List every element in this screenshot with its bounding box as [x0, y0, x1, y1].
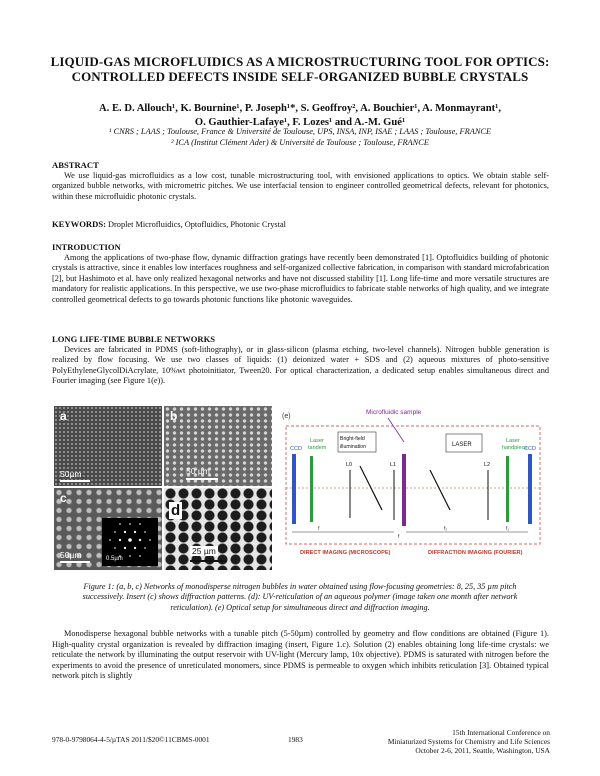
keywords-label: KEYWORDS:: [52, 219, 106, 229]
results-paragraph: Monodisperse hexagonal bubble networks with a tunable pitch (5-50µm) controlled by geometry and flow conditions are obtained (Figure 1). High-quality crystal organization is revealed by diffraction imaging (insert, Figure 1.c). Solution (2) enables obtaining long life-time crystals: we reticulate the network by illuminating the output reservoir with UV-light (Mercury lamp, 10x objective). PDMS is saturated with nitrogen before the experiments to avoid the presence of unreticulated monomers, since PDMS is permeable to oxygen which inhibits reticulation [3]. Obtained typical network pitch is slightly: [52, 629, 549, 681]
section2-text: Devices are fabricated in PDMS (soft-lithography), or in glass-silicon (plasma etching, two-level channels). Nitrogen bubble generation is realized by flow focusing. We use two classes of liquids: (1) deionized water + SDS and (2) aqueous mixtures of photo-sensitive PolyEthyleneGlycolDiAcrylate, 10%wt photoinitiator, Tween20. For optical characterization, a dedicated setup enables simultaneous direct and Fourier imaging (see Figure 1(e)).: [52, 344, 549, 386]
laser-right-label: Laser: [506, 438, 520, 444]
microfluidic-sample: [402, 454, 406, 526]
abstract-section: [52, 160, 549, 202]
laser-right-label-2: handpiece: [502, 445, 528, 451]
affiliation-1: ¹ CNRS ; LAAS ; Toulouse, France & Université de Toulouse, UPS, INSA, INP, ISAE ; LAAS ; Toulouse, FRANCE: [108, 127, 492, 136]
conference-info: [360, 728, 550, 755]
lens-l1-label: L1: [390, 462, 397, 468]
conference-line-1: 15th International Conference on: [452, 728, 550, 737]
ccd-right-label: CCD: [524, 446, 536, 452]
introduction-text: Among the applications of two-phase flow, dynamic diffraction gratings have recently been demonstrated [1]. Optofluidics building of photonic crystals is attractive, since it enables low interfaces roughness and self-organized collective fabrication, in comparison with standard microfabrication [2], but Hashimoto et al. have only realized hexagonal networks and have not discussed stability [1]. Long life-time and more versatile structures are mandatory for realistic applications. In this perspective, we use two-phase microfluidics to fabricate stable networks of high quality, and we integrate controlled geometrical defects to go towards photonic functions like photonic waveguides.: [52, 252, 549, 304]
left-green-element: [310, 456, 313, 522]
panel-b-label: b: [170, 409, 178, 423]
scale-b-label: 50 µm: [186, 466, 210, 476]
f-left-label: f: [318, 526, 320, 532]
scale-c-label: 50µm: [60, 550, 82, 560]
laser-label: LASER: [452, 442, 472, 448]
conference-line-2: Miniaturized Systems for Chemistry and Life Sciences: [387, 737, 550, 746]
laser-left-label: Laser: [310, 438, 324, 444]
f1-label: f₁: [506, 526, 510, 532]
laser-left-label-2: tandem: [308, 445, 327, 451]
optical-setup-diagram: [278, 406, 548, 572]
bubble-networks-section: [52, 334, 549, 387]
panel-a-label: a: [60, 409, 67, 423]
scale-inset-label: 0.5µm: [106, 556, 123, 562]
scale-bar-a: [60, 480, 90, 482]
conference-line-3: October 2-6, 2011, Seattle, Washington, USA: [415, 746, 550, 755]
keywords-text: Droplet Microfluidics, Optofluidics, Photonic Crystal: [108, 220, 286, 229]
affiliations: [40, 126, 560, 148]
ccd-left-label: CCD: [290, 446, 302, 452]
f-mid-label: f: [398, 534, 400, 540]
right-green-element: [506, 456, 509, 522]
ccd-right-detector: [528, 454, 532, 524]
ccd-left-detector: [292, 454, 296, 524]
brightfield-label-2: illumination: [340, 444, 366, 450]
figure-1-caption: Figure 1: (a, b, c) Networks of monodisperse nitrogen bubbles in water obtained using flow-focusing geometries: 8, 25, 35 µm pitch successively. Insert (c) shows diffraction patterns. (d): UV-reticulation of an aqueous polymer (image taken one month after network reticulation). (e) Optical setup for simultaneous direct and diffraction imaging.: [82, 582, 518, 612]
micrograph-panel-a: [54, 406, 162, 486]
panel-e-label: (e): [282, 413, 291, 420]
authors-line-2: O. Gauthier-Lafaye¹, F. Lozes¹ and A.-M. Gué¹: [194, 117, 406, 128]
f-right-label: f₂: [444, 526, 448, 532]
affiliation-2: ² ICA (Institut Clément Ader) & Université de Toulouse ; Toulouse, FRANCE: [171, 138, 429, 147]
footer-isbn: 978-0-9798064-4-5/µTAS 2011/$20©11CBMS-0001: [52, 735, 210, 744]
micrograph-panel-b: [164, 406, 272, 486]
diffraction-inset: [102, 518, 158, 566]
lens-l0-label: L0: [346, 462, 353, 468]
scale-bar-b: [186, 478, 218, 480]
introduction-section: [52, 242, 549, 306]
micrograph-panel-d: [164, 488, 272, 570]
section2-heading: LONG LIFE-TIME BUBBLE NETWORKS: [52, 334, 216, 344]
introduction-heading: INTRODUCTION: [52, 242, 121, 252]
abstract-heading: ABSTRACT: [52, 160, 99, 170]
scale-a-label: 50µm: [60, 469, 82, 479]
authors-line-1: A. E. D. Allouch¹, K. Bournine¹, P. Joseph¹*, S. Geoffroy², A. Bouchier¹, A. Monmayrant¹,: [99, 103, 501, 114]
panel-c-label: c: [60, 491, 67, 505]
panel-d-label: d: [171, 502, 181, 519]
keywords-section: [52, 219, 549, 231]
direct-imaging-label: DIRECT IMAGING (MICROSCOPE): [300, 550, 391, 556]
micrograph-panel-c: [54, 488, 162, 570]
abstract-text: We use liquid-gas microfluidics as a low cost, tunable microstructuring tool, with envisioned applications to optics. We obtain stable self-organized bubble networks, with micrometric pitches. We use interfacial tension to engineer controlled geometrical defects, relevant for photonics, within these microfluidic photonic crystals.: [52, 170, 549, 201]
page-number: 1983: [288, 735, 303, 744]
scale-bar-c: [60, 561, 90, 563]
sample-label: Microfluidic sample: [366, 409, 422, 416]
brightfield-label: Bright-field: [340, 436, 365, 442]
scale-d-label: 25 µm: [192, 546, 216, 556]
lens-l2-label: L2: [484, 462, 491, 468]
scale-bar-d: [190, 560, 226, 562]
diffraction-imaging-label: DIFFRACTION IMAGING (FOURIER): [428, 550, 523, 556]
paper-title: LIQUID-GAS MICROFLUIDICS AS A MICROSTRUCTURING TOOL FOR OPTICS: CONTROLLED DEFECTS INSIDE SELF-ORGANIZED BUBBLE CRYSTALS: [50, 54, 550, 84]
figure-1: [52, 404, 549, 576]
